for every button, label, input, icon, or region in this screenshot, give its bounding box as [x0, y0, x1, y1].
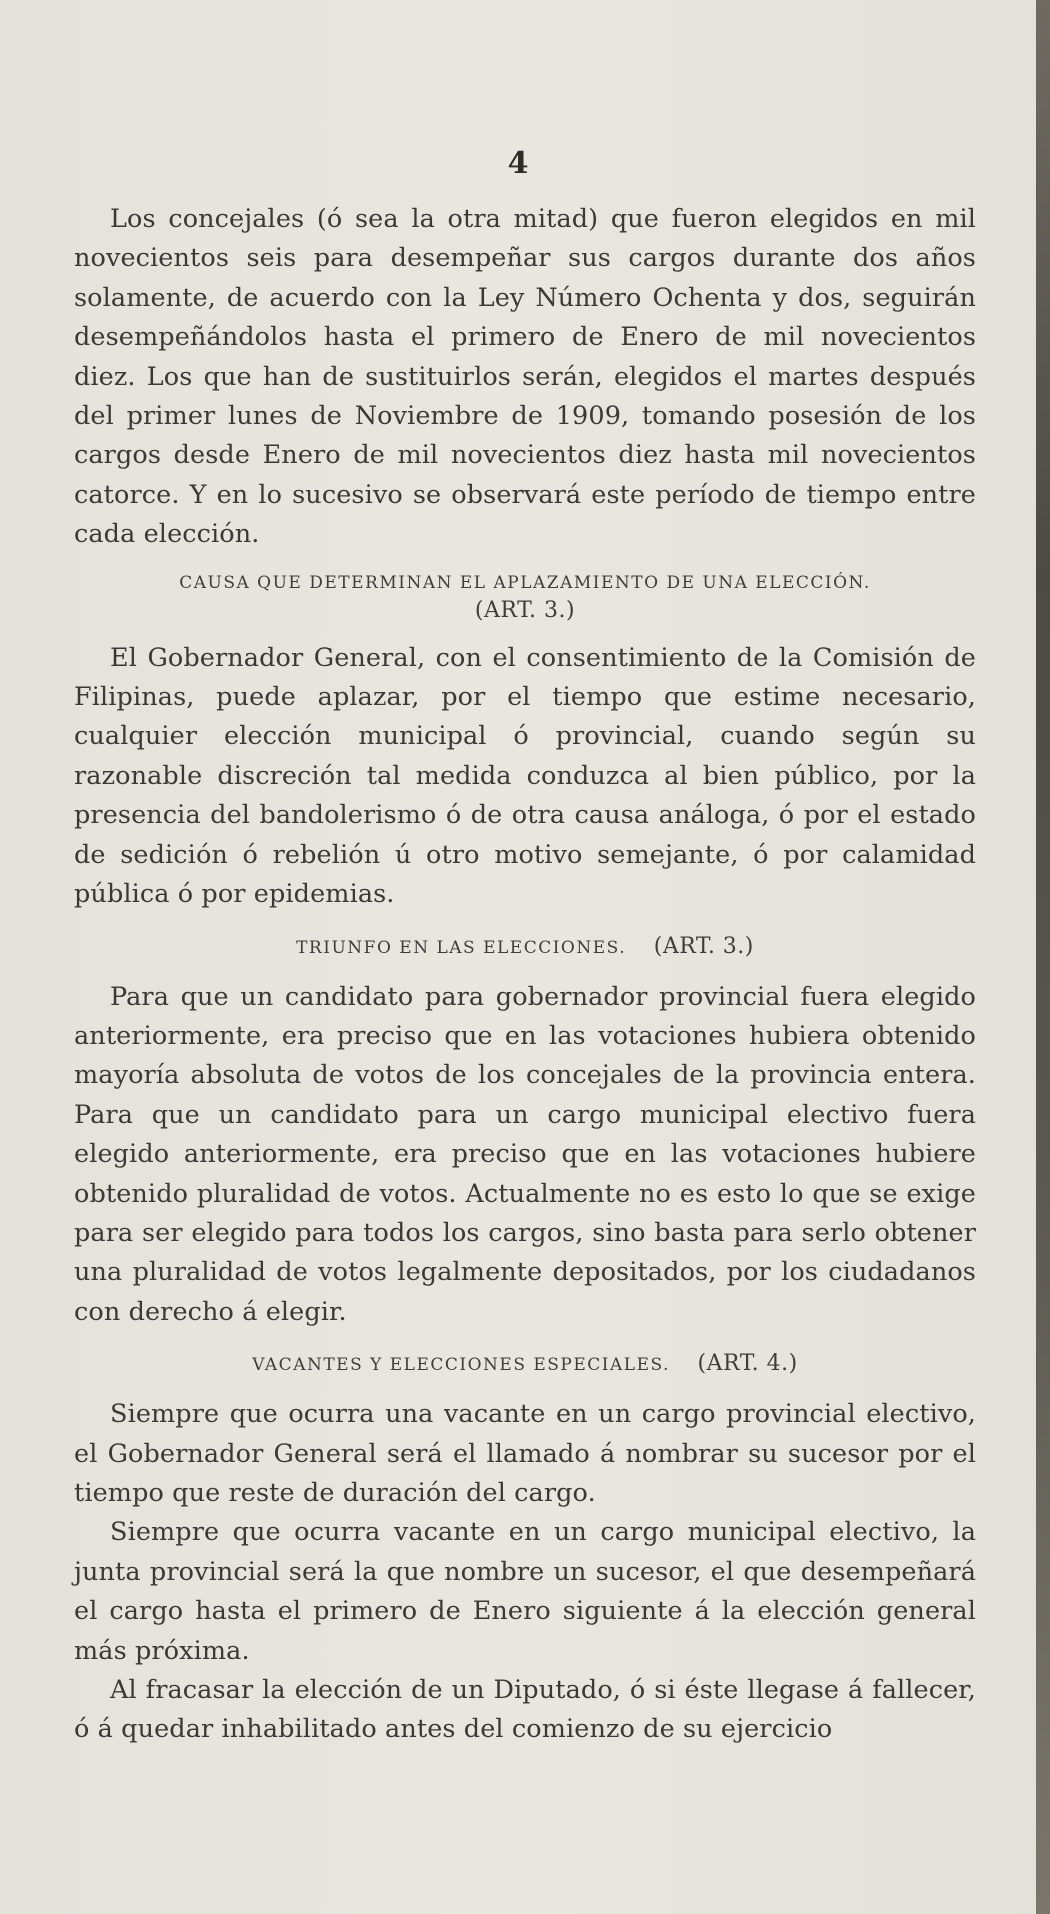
- page-number: 4: [507, 146, 529, 181]
- section-heading-triunfo: [74, 933, 976, 962]
- page-content: [74, 200, 976, 1750]
- heading-article: (ART. 4.): [697, 1351, 798, 1377]
- paragraph-concejales: Los concejales (ó sea la otra mitad) que fueron elegidos en mil novecientos seis para desempeñar sus cargos durante dos años solamente, de acuerdo con la Ley Número Ochenta y dos, seguirán desempeñándolos hasta el primero de Enero de mil novecientos diez. Los que han de sustituirlos serán, elegidos el martes después del primer lunes de Noviembre de 1909, tomando posesión de los cargos desde Enero de mil novecientos diez hasta mil novecientos catorce. Y en lo sucesivo se observará este período de tiempo entre cada elección.: [74, 204, 976, 550]
- heading-title: VACANTES Y ELECCIONES ESPECIALES.: [252, 1355, 670, 1376]
- paragraph-vacante-municipal: Siempre que ocurra vacante en un cargo municipal electivo, la junta provincial será la que nombre un sucesor, el que desempeñará el cargo hasta el primero de Enero siguiente á la elección general más próxima.: [74, 1517, 976, 1666]
- heading-article: (ART. 3.): [653, 933, 754, 959]
- paragraph-diputado: Al fracasar la elección de un Diputado, ó si éste llegase á fallecer, ó á quedar inhabilitado antes del comienzo de su ejercicio: [74, 1675, 976, 1745]
- section-heading-vacantes: [74, 1350, 976, 1379]
- section-heading-aplazamiento: [74, 569, 976, 625]
- heading-article: (ART. 3.): [474, 597, 576, 623]
- paragraph-aplazamiento: El Gobernador General, con el consentimiento de la Comisión de Filipinas, puede aplazar, por el tiempo que estime necesario, cualquier elección municipal ó provincial, cuando según su razonable discreción tal medida conduzca al bien público, por la presencia del bandolerismo ó de otra causa análoga, ó por el estado de sedición ó rebelión ú otro motivo semejante, ó por calamidad pública ó por epidemias.: [74, 642, 976, 910]
- heading-title: TRIUNFO EN LAS ELECCIONES.: [296, 937, 627, 958]
- book-spine-edge: [1036, 0, 1050, 1914]
- paragraph-triunfo: Para que un candidato para gobernador provincial fuera elegido anteriormente, era preciso que en las votaciones hubiera obtenido mayoría absoluta de votos de los concejales de la provincia entera. Para que un candidato para un cargo municipal electivo fuera elegido anteriormente, era preciso que en las votaciones hubiere obtenido pluralidad de votos. Actualmente no es esto lo que se exige para ser elegido para todos los cargos, sino basta para serlo obtener una pluralidad de votos legalmente depositados, por los ciudadanos con derecho á elegir.: [74, 981, 976, 1327]
- paragraph-vacante-provincial: Siempre que ocurra una vacante en un cargo provincial electivo, el Gobernador General será el llamado á nombrar su sucesor por el tiempo que reste de duración del cargo.: [74, 1399, 976, 1508]
- heading-title: CAUSA QUE DETERMINAN EL APLAZAMIENTO DE UNA ELECCIÓN.: [179, 572, 871, 593]
